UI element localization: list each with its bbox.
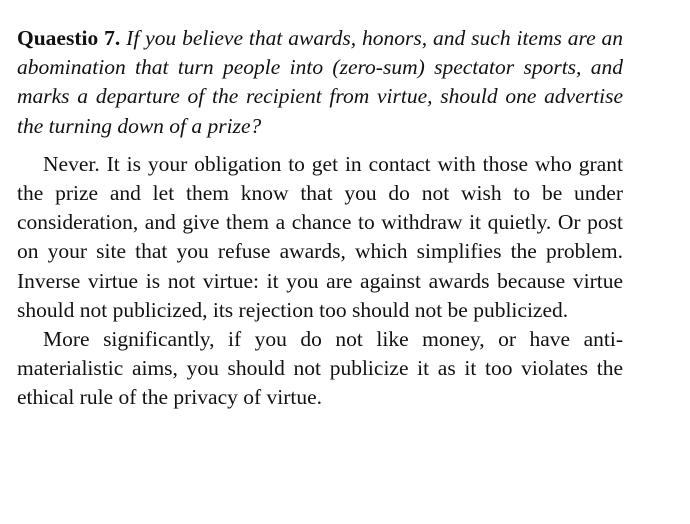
answer-paragraph-1: Never. It is your obligation to get in contact with those who grant the prize and let them know that you do not wish to be under consideration, and give them a chance to withdraw it quietly. Or post on your site that you refuse awards, which simplifies the problem. Inverse virtue is not virtue: it you are against awards because virtue should not publicized, its rejection too should not be publicized. (17, 151, 623, 322)
question-label: Quaestio 7. (17, 26, 121, 50)
question-text: If you believe that awards, honors, and such items are an abomination that turn people into (zero-sum) spectator sports, and marks a departure of the recipient from virtue, should one advertise the turning down of a prize? (17, 26, 624, 138)
question-block (17, 24, 623, 141)
document-page (17, 24, 623, 413)
answer-paragraph-2: More significantly, if you do not like money, or have anti-materialistic aims, you should not publicize it as it too violates the ethical rule of the privacy of virtue. (17, 327, 623, 410)
